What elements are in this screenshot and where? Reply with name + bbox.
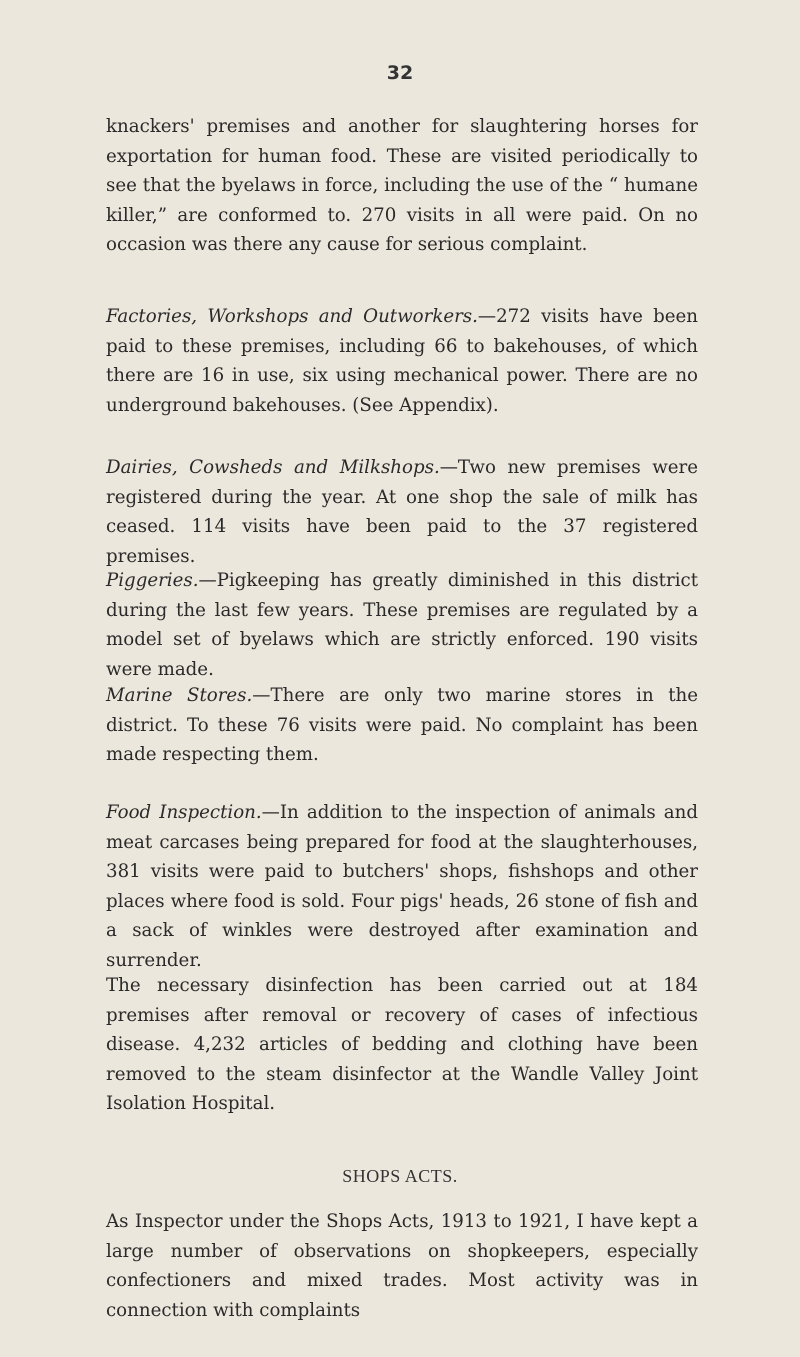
paragraph-marine-stores-text: —There are only two marine stores in the district. To these 76 visits were paid. No complaint has been made respecting them. xyxy=(106,685,698,765)
paragraph-food-inspection-text: —In addition to the inspection of animals and meat carcases being prepared for food at the slaughterhouses, 381 visits were paid to butchers' shops, fishshops and other places where food is sold. Four pigs' heads, 26 stone of fish and a sack of winkles were destroyed after examination and surrender. xyxy=(106,802,698,971)
paragraph-knackers-text: knackers' premises and another for slaughtering horses for exportation for human food. These are visited periodically to see that the byelaws in force, including the use of the “ humane killer,” are conformed to. 270 visits in all were paid. On no occasion was there any cause for serious complaint. xyxy=(106,116,698,255)
paragraph-piggeries-text: —Pigkeeping has greatly diminished in this district during the last few years. These premises are regulated by a model set of byelaws which are strictly enforced. 190 visits were made. xyxy=(106,570,698,680)
heading-dairies: Dairies, Cowsheds and Milkshops. xyxy=(106,457,440,478)
paragraph-disinfection xyxy=(106,971,698,1119)
page-number: 32 xyxy=(386,62,414,84)
paragraph-food-inspection xyxy=(106,798,698,975)
heading-food-inspection: Food Inspection. xyxy=(106,802,262,823)
heading-piggeries: Piggeries. xyxy=(106,570,199,591)
heading-factories: Factories, Workshops and Outworkers. xyxy=(106,306,478,327)
paragraph-shops-acts-text: As Inspector under the Shops Acts, 1913 to 1921, I have kept a large number of observations on shopkeepers, especially confectioners and mixed trades. Most activity was in connection with complaints xyxy=(106,1211,698,1321)
section-heading-shops-acts: SHOPS ACTS. xyxy=(342,1166,458,1186)
paragraph-factories xyxy=(106,302,698,420)
paragraph-knackers xyxy=(106,112,698,260)
paragraph-shops-acts xyxy=(106,1207,698,1325)
heading-marine-stores: Marine Stores. xyxy=(106,685,253,706)
paragraph-piggeries xyxy=(106,566,698,684)
paragraph-marine-stores xyxy=(106,681,698,770)
paragraph-dairies xyxy=(106,453,698,571)
paragraph-disinfection-text: The necessary disinfection has been carried out at 184 premises after removal or recovery of cases of infectious disease. 4,232 articles of bedding and clothing have been removed to the steam disinfector at the Wandle Valley Joint Isolation Hospital. xyxy=(106,975,698,1114)
paragraph-factories-text: —272 visits have been paid to these premises, including 66 to bakehouses, of which there are 16 in use, six using mechanical power. There are no underground bakehouses. (See Appendix). xyxy=(106,306,698,416)
paragraph-dairies-text: —Two new premises were registered during the year. At one shop the sale of milk has ceased. 114 visits have been paid to the 37 registered premises. xyxy=(106,457,698,567)
